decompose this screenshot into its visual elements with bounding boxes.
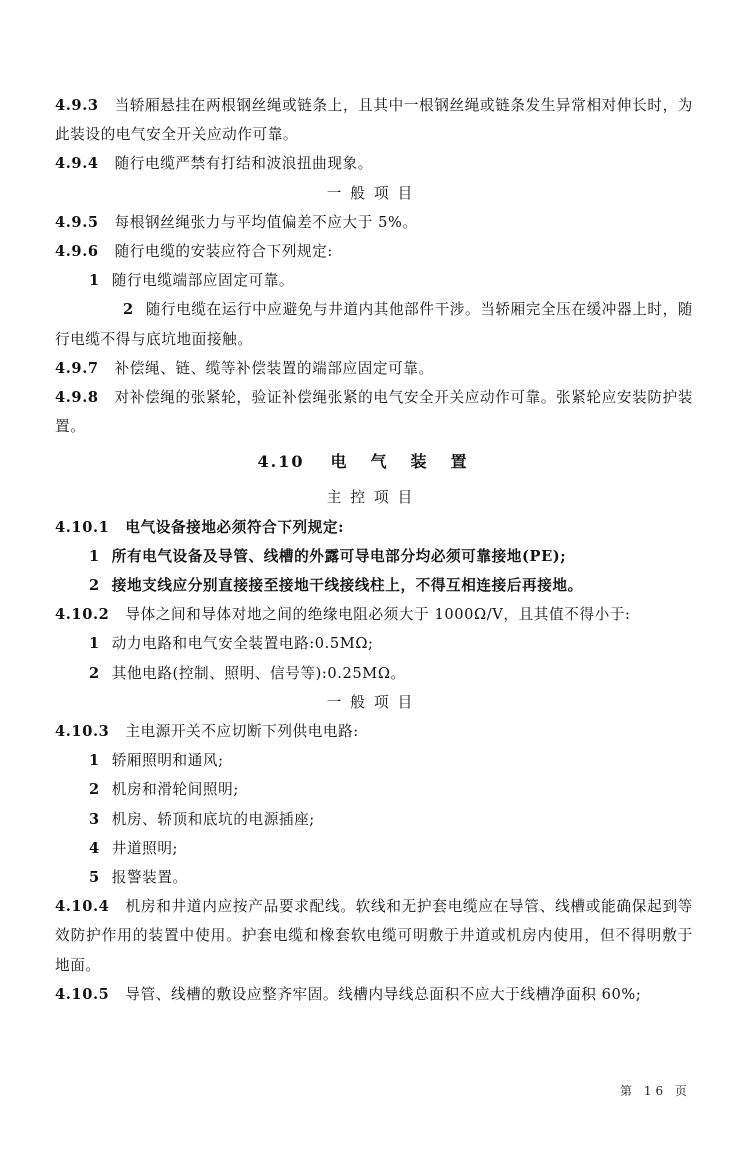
clause-text: 电气设备接地必须符合下列规定:	[125, 518, 345, 536]
item-text: 随行电缆在运行中应避免与井道内其他部件干涉。当轿厢完全压在缓冲器上时，随行电缆不得与底坑地面接触。	[55, 301, 693, 348]
clause-4-9-4	[55, 149, 693, 178]
clause-4-10-1-item-1	[55, 542, 693, 571]
clause-4-9-7	[55, 354, 693, 383]
clause-text: 补偿绳、链、缆等补偿装置的端部应固定可靠。	[114, 359, 434, 377]
clause-number: 4.9.6	[55, 243, 99, 261]
subheading-general-items: 一般项目	[326, 184, 422, 202]
clause-4-9-6	[55, 237, 693, 266]
clause-text: 当轿厢悬挂在两根钢丝绳或链条上，且其中一根钢丝绳或链条发生异常相对伸长时，为此装设的电气安全开关应动作可靠。	[55, 97, 693, 144]
item-text: 机房、轿顶和底坑的电源插座;	[111, 810, 315, 828]
clause-number: 4.9.3	[55, 97, 99, 114]
item-number: 4	[89, 839, 100, 857]
clause-4-9-6-item-2	[55, 295, 693, 353]
subheading-main-control-items: 主控项目	[326, 489, 422, 507]
clause-text: 随行电缆严禁有打结和波浪扭曲现象。	[114, 155, 373, 173]
clause-4-10-2-item-2	[55, 659, 693, 688]
item-text: 随行电缆端部应固定可靠。	[111, 272, 295, 290]
clause-4-10-1	[55, 513, 693, 542]
item-text: 轿厢照明和通风;	[111, 752, 224, 770]
clause-4-10-4	[55, 892, 693, 980]
item-text: 报警装置。	[111, 869, 188, 887]
clause-4-10-3-item-2	[55, 775, 693, 804]
section-title	[55, 445, 693, 479]
item-text: 动力电路和电气安全装置电路:0.5MΩ;	[111, 635, 374, 653]
clause-4-9-8	[55, 383, 693, 441]
item-number: 2	[89, 664, 100, 682]
subheading-general-items-2: 一般项目	[326, 693, 422, 711]
item-number: 1	[89, 547, 100, 565]
clause-number: 4.9.7	[55, 359, 99, 377]
clause-number: 4.10.2	[55, 606, 110, 624]
clause-text: 随行电缆的安装应符合下列规定:	[114, 243, 333, 261]
clause-number: 4.10.3	[55, 723, 110, 741]
section-number: 4.10	[257, 452, 305, 472]
clause-text: 机房和井道内应按产品要求配线。软线和无护套电缆应在导管、线槽或能确保起到等效防护作用的装置中使用。护套电缆和橡套软电缆可明敷于井道或机房内使用，但不得明敷于地面。	[55, 898, 693, 974]
clause-4-9-5	[55, 208, 693, 237]
clause-number: 4.9.8	[55, 389, 99, 407]
clause-4-10-3-item-4	[55, 834, 693, 863]
item-number: 1	[89, 272, 100, 290]
item-text: 井道照明;	[111, 839, 179, 857]
item-number: 1	[89, 635, 100, 653]
item-text: 其他电路(控制、照明、信号等):0.25MΩ。	[111, 664, 406, 682]
item-number: 3	[89, 810, 100, 828]
item-number: 2	[89, 781, 100, 799]
clause-4-10-3-item-3	[55, 805, 693, 834]
clause-4-10-1-item-2	[55, 571, 693, 600]
item-number: 2	[89, 577, 100, 595]
clause-number: 4.9.4	[55, 155, 99, 173]
clause-number: 4.10.1	[55, 518, 110, 536]
section-label: 电气装置	[330, 452, 491, 472]
clause-4-9-6-item-1	[55, 266, 693, 295]
clause-4-10-2-item-1	[55, 629, 693, 658]
item-number: 2	[123, 301, 134, 319]
item-number: 5	[89, 869, 100, 887]
clause-4-10-3-item-1	[55, 746, 693, 775]
page-number: 第 16 页	[620, 1084, 691, 1098]
item-text: 所有电气设备及导管、线槽的外露可导电部分均必须可靠接地(PE);	[111, 547, 567, 565]
clause-text: 导体之间和导体对地之间的绝缘电阻必须大于 1000Ω/V，且其值不得小于:	[125, 606, 631, 624]
clause-number: 4.10.4	[55, 898, 110, 916]
clause-4-10-2	[55, 600, 693, 629]
document-page	[55, 91, 693, 1009]
item-text: 机房和滑轮间照明;	[111, 781, 239, 799]
clause-4-10-3	[55, 717, 693, 746]
clause-4-9-3	[55, 91, 693, 149]
clause-text: 对补偿绳的张紧轮，验证补偿绳张紧的电气安全开关应动作可靠。张紧轮应安装防护装置。	[55, 389, 693, 436]
clause-number: 4.10.5	[55, 985, 110, 1003]
clause-text: 导管、线槽的敷设应整齐牢固。线槽内导线总面积不应大于线槽净面积 60%;	[125, 985, 642, 1003]
clause-text: 每根钢丝绳张力与平均值偏差不应大于 5%。	[114, 213, 418, 231]
item-text: 接地支线应分别直接接至接地干线接线柱上，不得互相连接后再接地。	[111, 577, 583, 595]
item-number: 1	[89, 752, 100, 770]
clause-4-10-5	[55, 980, 693, 1009]
clause-4-10-3-item-5	[55, 863, 693, 892]
clause-text: 主电源开关不应切断下列供电电路:	[125, 723, 359, 741]
clause-number: 4.9.5	[55, 213, 99, 231]
